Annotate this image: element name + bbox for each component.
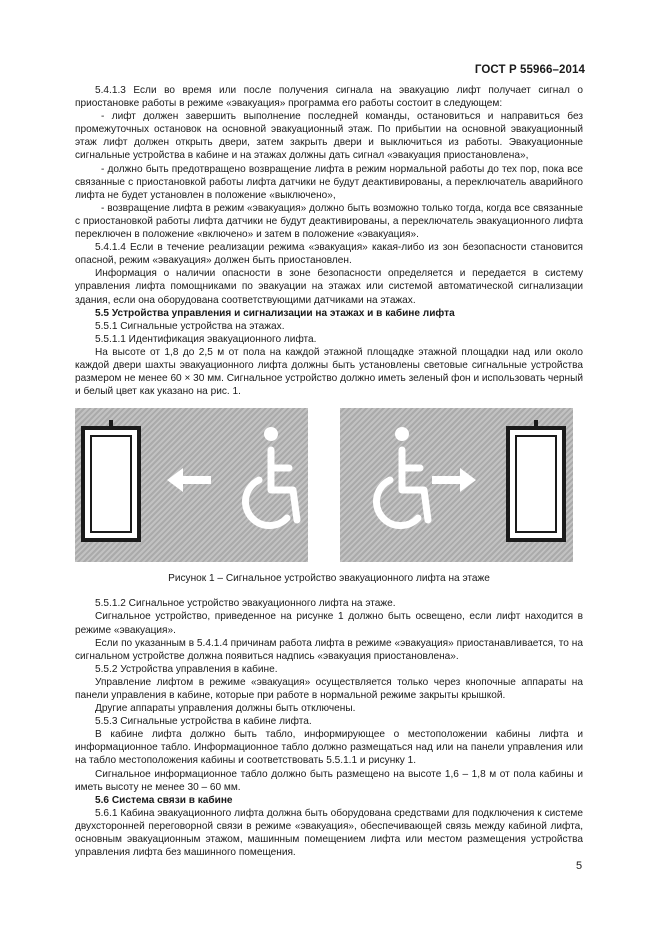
paragraph: На высоте от 1,8 до 2,5 м от пола на каждой этажной площадке этажной площадки над или около каждой двери шахты эвакуационного лифта должны быть установлены световые сигнальные устройства размером не менее 60 × 30 мм. Сигнальное устройство должно иметь зеленый фон и использовать черный и белый цвет как указано на рис. 1. xyxy=(75,346,583,398)
arrow-right-icon xyxy=(432,468,476,492)
section-heading: 5.5 Устройства управления и сигнализации на этажах и в кабине лифта xyxy=(95,307,455,319)
paragraph: 5.5.3 Сигнальные устройства в кабине лифта. xyxy=(95,716,312,728)
document-header: ГОСТ Р 55966–2014 xyxy=(474,64,585,76)
sign-panel-left xyxy=(75,408,308,562)
paragraph: Сигнальное информационное табло должно быть размещено на высоте 1,6 – 1,8 м от пола кабины и иметь высоту не менее 30 – 60 мм. xyxy=(75,768,583,793)
paragraph: - возвращение лифта в режим «эвакуация» должно быть возможно только тогда, когда все связанные с приостановкой работы лифта датчики не будут деактивированы, а переключатель эвакуационного лифта переключен в положение «включено» и затем в положение «эвакуация». xyxy=(75,202,583,241)
paragraph: В кабине лифта должно быть табло, информирующее о местоположении кабины лифта и информационное табло. Информационное табло должно размещаться над или на панели управления или на табло местоположения кабины и соответствовать 5.5.1.1 и рисунку 1. xyxy=(75,729,583,767)
paragraph: 5.5.1.1 Идентификация эвакуационного лифта. xyxy=(95,333,317,345)
paragraph: Если по указанным в 5.4.1.4 причинам работа лифта в режиме «эвакуация» приостанавливается, то на сигнальном устройстве должна появиться надпись «эвакуация приостановлена». xyxy=(75,637,583,662)
sign-panel-right xyxy=(340,408,573,562)
paragraph: - лифт должен завершить выполнение последней команды, остановиться и направиться без промежуточных остановок на основной эвакуационный этаж. По прибытии на основной эвакуационный этаж лифт должен открыть двери, затем закрыть двери и выключиться из работы. Эвакуационные сигнальные устройства в кабине и на этажах должны дать сигнал «эвакуация приостановлена», xyxy=(75,111,583,162)
wheelchair-icon xyxy=(376,427,428,526)
paragraph: 5.4.1.3 Если во время или после получения сигнала на эвакуацию лифт получает сигнал о приостановке работы в режиме «эвакуация» программа его работы состоит в следующем: xyxy=(75,85,583,110)
page-number: 5 xyxy=(576,860,583,872)
document-body xyxy=(75,84,583,859)
paragraph: 5.5.1.2 Сигнальное устройство эвакуационного лифта на этаже. xyxy=(95,598,396,610)
paragraph: Сигнальное устройство, приведенное на рисунке 1 должно быть освещено, если лифт находится в режиме «эвакуация». xyxy=(75,611,583,636)
figure-evacuation-signs xyxy=(75,408,583,564)
paragraph: 5.6.1 Кабина эвакуационного лифта должна быть оборудована средствами для подключения к системе двухсторонней переговорной связи в режиме «эвакуация», обеспечивающей связь между кабиной лифта, основным эвакуационным этажом, машинным помещением лифта или местом размещения устройства управления лифта без машинного помещения. xyxy=(75,807,583,859)
wheelchair-icon xyxy=(245,427,297,526)
section-heading: 5.6 Система связи в кабине xyxy=(95,794,233,806)
arrow-left-icon xyxy=(167,468,211,492)
elevator-door-icon xyxy=(83,420,139,540)
paragraph: - должно быть предотвращено возвращение лифта в режим нормальной работы до тех пор, пока все связанные с приостановкой работы лифта датчики не будут деактивированы, а переключатель аварийного лифта не будет установлен в положение «выключено», xyxy=(75,163,583,201)
paragraph: 5.4.1.4 Если в течение реализации режима «эвакуация» какая-либо из зон безопасности становится опасной, режим «эвакуация» должен быть приостановлен. xyxy=(75,242,583,267)
paragraph: Управление лифтом в режиме «эвакуация» осуществляется только через кнопочные аппараты на панели управления в кабине, которые при работе в нормальной режиме закрыты крышкой. xyxy=(75,676,583,701)
elevator-door-icon xyxy=(508,420,564,540)
paragraph: Другие аппараты управления должны быть отключены. xyxy=(95,703,356,715)
paragraph: 5.5.2 Устройства управления в кабине. xyxy=(95,663,278,675)
figure-caption: Рисунок 1 – Сигнальное устройство эвакуационного лифта на этаже xyxy=(168,573,490,585)
paragraph: 5.5.1 Сигнальные устройства на этажах. xyxy=(95,320,285,332)
paragraph: Информация о наличии опасности в зоне безопасности определяется и передается в систему управления лифта помощниками по эвакуации на этажах или системой автоматической сигнализации здания, если она оборудована соответствующими датчиками на этажах. xyxy=(75,268,583,306)
